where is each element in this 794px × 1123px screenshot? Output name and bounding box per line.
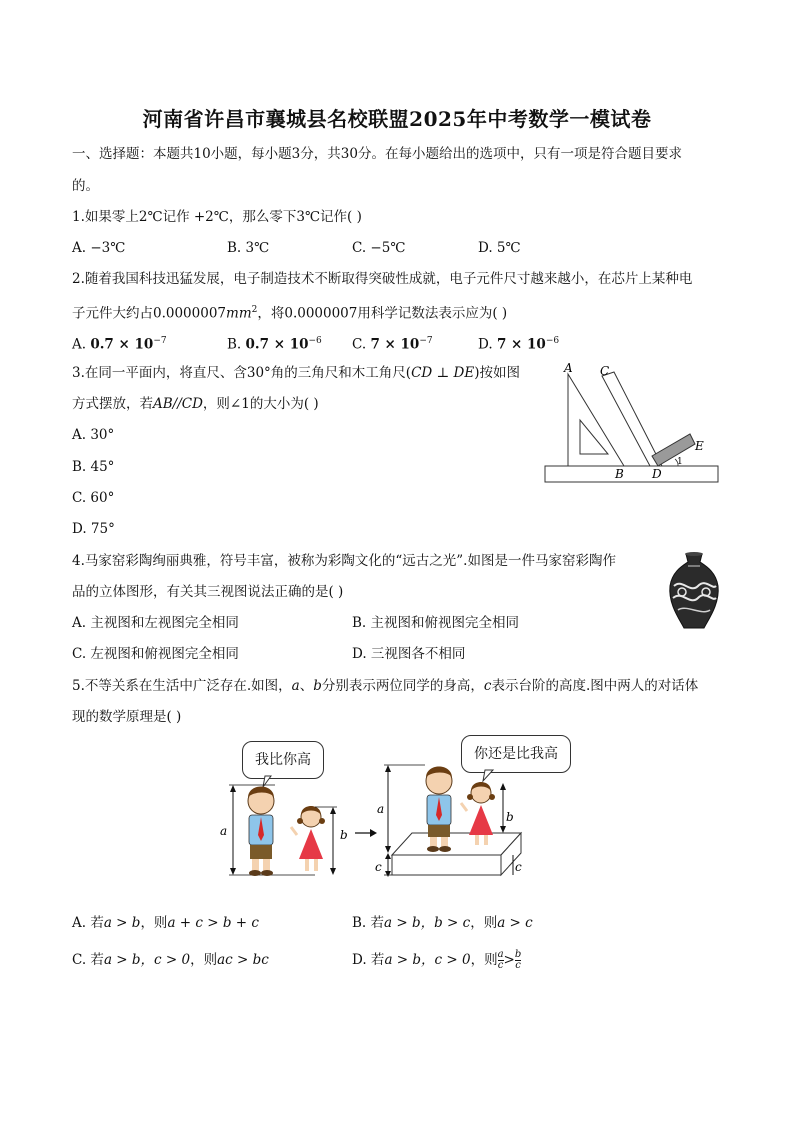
q1-option-b: B. 3℃: [227, 240, 270, 256]
q5-option-d: D. 若a > b，c > 0，则 $\frac{a}{c}$ > $\frac{b}{c}$: [352, 949, 522, 971]
label-c-right: c: [515, 860, 522, 874]
height-comparison-figure: [215, 735, 575, 880]
ruler-triangle-figure: [540, 360, 725, 490]
q2-text: 子元件大约占0.0000007: [72, 305, 227, 322]
pottery-vase-image: [664, 550, 724, 636]
label-A: A: [564, 361, 573, 375]
question-3-stem-line2: 方式摆放，若AB//CD，则∠1的大小为( ): [72, 396, 319, 412]
question-3-stem-line1: 3.在同一平面内，将直尺、含30°角的三角尺和木工角尺(CD ⊥ DE)按如图: [72, 365, 520, 381]
label-a-right: a: [377, 802, 385, 816]
q4-option-d: D. 三视图各不相同: [352, 646, 466, 662]
exam-title: 河南省许昌市襄城县名校联盟2025年中考数学一模试卷: [142, 107, 652, 131]
label-c-left: c: [375, 860, 382, 874]
q4-option-b: B. 主视图和俯视图完全相同: [352, 615, 520, 631]
q3-option-b: B. 45°: [72, 459, 115, 475]
label-b-right: b: [506, 810, 514, 824]
speech-bubble-right: 你还是比我高: [461, 735, 571, 773]
label-a-left: a: [220, 824, 228, 838]
question-4-stem-line2: 品的立体图形，有关其三视图说法正确的是( ): [72, 584, 344, 600]
question-1-stem: 1.如果零上2℃记作 +2℃，那么零下3℃记作( ): [72, 209, 362, 225]
q1-option-d: D. 5℃: [478, 240, 521, 256]
section-header: 一、选择题：本题共10小题，每小题3分，共30分。在每小题给出的选项中，只有一项是符合题目要求: [72, 146, 682, 162]
question-2-stem-line2: 子元件大约占$0.0000007mm^2$，将0.0000007用科学记数法表示应为( ): [72, 305, 508, 322]
label-B: B: [615, 467, 624, 481]
q3-option-d: D. 75°: [72, 521, 115, 537]
speech-bubble-left: 我比你高: [242, 741, 324, 779]
q2-option-b: B. $0.7 \times 10^{-6}$: [227, 336, 322, 353]
q5-option-c: C. 若a > b，c > 0，则ac > bc: [72, 952, 269, 968]
question-5-stem-line2: 现的数学原理是( ): [72, 709, 182, 725]
q2-text-cont: ，将0.0000007用科学记数法表示应为( ): [257, 305, 508, 322]
label-angle-1: 1: [677, 457, 683, 467]
section-header-cont: 的。: [72, 178, 99, 194]
label-b-left: b: [340, 828, 348, 842]
label-D: D: [652, 467, 662, 481]
q5-option-a: A. 若a > b，则a + c > b + c: [72, 915, 259, 931]
question-4-stem-line1: 4.马家窑彩陶绚丽典雅，符号丰富，被称为彩陶文化的“远古之光”.如图是一件马家窑彩陶作: [72, 553, 616, 569]
q2-unit: mm: [226, 305, 252, 322]
q4-option-c: C. 左视图和俯视图完全相同: [72, 646, 239, 662]
q3-option-c: C. 60°: [72, 490, 115, 506]
q1-option-c: C. −5℃: [352, 240, 406, 256]
q2-option-c: C. $7 \times 10^{-7}$: [352, 336, 433, 353]
label-E: E: [695, 439, 704, 453]
question-2-stem-line1: 2.随着我国科技迅猛发展，电子制造技术不断取得突破性成就，电子元件尺寸越来越小，在芯片上某种电: [72, 271, 693, 287]
question-5-stem-line1: 5.不等关系在生活中广泛存在.如图，a、b分别表示两位同学的身高，c表示台阶的高度.图中两人的对话体: [72, 678, 699, 694]
q4-option-a: A. 主视图和左视图完全相同: [72, 615, 239, 631]
q2-option-d: D. $7 \times 10^{-6}$: [478, 336, 560, 353]
q2-option-a: A. $0.7 \times 10^{-7}$: [72, 336, 167, 353]
label-C: C: [600, 364, 610, 378]
q1-option-a: A. −3℃: [72, 240, 126, 256]
figure-drawing: [215, 735, 575, 880]
q3-option-a: A. 30°: [72, 427, 115, 443]
q5-option-b: B. 若a > b，b > c，则a > c: [352, 915, 533, 931]
